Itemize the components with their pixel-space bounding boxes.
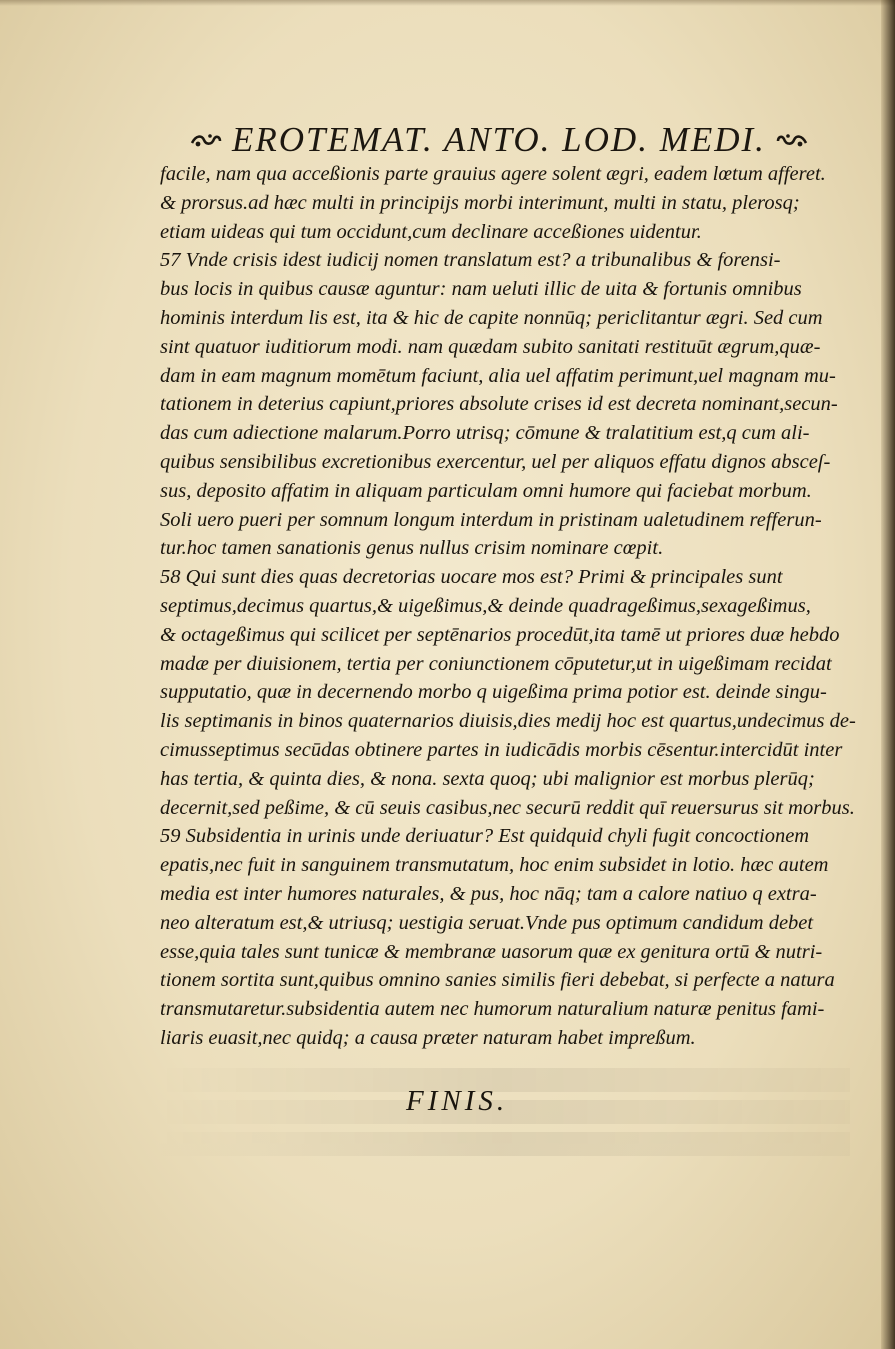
text-line: dam in eam magnum momētum faciunt, alia uel affatim perimunt,uel magnam mu-: [160, 364, 836, 387]
text-line: epatis,nec fuit in sanguinem transmutatum, hoc enim subsidet in lotio. hæc autem: [160, 854, 829, 877]
text-line: septimus,decimus quartus,& uigeßimus,& deinde quadrageßimus,sexageßimus,: [160, 594, 811, 617]
text-line: & prorsus.ad hæc multi in principijs morbi interimunt, multi in statu, plerosq;: [160, 191, 800, 214]
text-line: tionem sortita sunt,quibus omnino sanies similis fieri debebat, si perfecte a natura: [160, 969, 835, 992]
text-line: quibus sensibilibus excretionibus exercentur, uel per aliquos effatu dignos absceſ-: [160, 450, 831, 473]
text-line: transmutaretur.subsidentia autem nec humorum naturalium naturæ penitus fami-: [160, 998, 825, 1021]
text-line: media est inter humores naturales, & pus, hoc nāq; tam a calore natiuo q extra-: [160, 882, 817, 905]
text-line: 59 Subsidentia in urinis unde deriuatur? Est quidquid chyli fugit concoctionem: [160, 825, 810, 848]
text-line: madæ per diuisionem, tertia per coniunctionem cōputetur,ut in uigeßimam recidat: [160, 652, 832, 675]
fleuron-left-icon: [190, 129, 222, 151]
text-line: bus locis in quibus causæ aguntur: nam ueluti illic de uita & fortunis omnibus: [160, 278, 802, 301]
body-text: [160, 160, 856, 1053]
text-line: facile, nam qua acceßionis parte grauius agere solent ægri, eadem lœtum afferet.: [160, 163, 826, 185]
text-line: 57 Vnde crisis idest iudicij nomen translatum est? a tribunalibus & forensi-: [160, 249, 781, 272]
text-line: liaris euasit,nec quidq; a causa præter naturam habet impreßum.: [160, 1026, 696, 1049]
running-header: [190, 116, 810, 164]
finis-colophon: FINIS.: [406, 1085, 509, 1117]
text-line: cimusseptimus secūdas obtinere partes in iudicādis morbis cēsentur.intercidūt inter: [160, 738, 843, 761]
running-head-title: EROTEMAT. ANTO. LOD. MEDI.: [232, 120, 766, 159]
text-line: neo alteratum est,& utriusq; uestigia seruat.Vnde pus optimum candidum debet: [160, 911, 814, 934]
page-top-shadow: [0, 0, 895, 6]
text-line: 58 Qui sunt dies quas decretorias uocare mos est? Primi & principales sunt: [160, 566, 783, 589]
text-line: etiam uideas qui tum occidunt,cum declinare acceßiones uidentur.: [160, 220, 702, 243]
text-line: sint quatuor iuditiorum modi. nam quædam subito sanitati restituūt ægrum,quæ-: [160, 335, 821, 358]
text-line: hominis interdum lis est, ita & hic de capite nonnūq; periclitantur ægri. Sed cum: [160, 306, 823, 329]
text-line: sus, deposito affatim in aliquam particulam omni humore qui faciebat morbum.: [160, 479, 812, 502]
text-line: decernit,sed peßime, & cū seuis casibus,nec securū reddit quī reuersurus sit morbus.: [160, 796, 855, 819]
text-line: & octageßimus qui scilicet per septēnarios procedūt,ita tamē ut priores duæ hebdo: [160, 623, 840, 646]
text-line: lis septimanis in binos quaternarios diuisis,dies medij hoc est quartus,undecimus de-: [160, 710, 856, 733]
text-line: tationem in deterius capiunt,priores absolute crises id est decreta nominant,secun-: [160, 393, 838, 416]
text-line: has tertia, & quinta dies, & nona. sexta quoq; ubi malignior est morbus plerūq;: [160, 767, 815, 790]
text-line: esse,quia tales sunt tunicæ & membranæ uasorum quæ ex genitura ortū & nutri-: [160, 940, 823, 963]
text-line: supputatio, quæ in decernendo morbo q uigeßima prima potior est. deinde singu-: [160, 681, 827, 704]
page-binding-edge: [881, 0, 895, 1349]
fleuron-right-icon: [776, 129, 808, 151]
text-line: tur.hoc tamen sanationis genus nullus crisim nominare cœpit.: [160, 537, 664, 560]
text-line: das cum adiectione malarum.Porro utrisq; cōmune & tralatitium est,q cum ali-: [160, 422, 810, 445]
text-line: Soli uero pueri per somnum longum interdum in pristinam ualetudinem refferun-: [160, 508, 822, 531]
